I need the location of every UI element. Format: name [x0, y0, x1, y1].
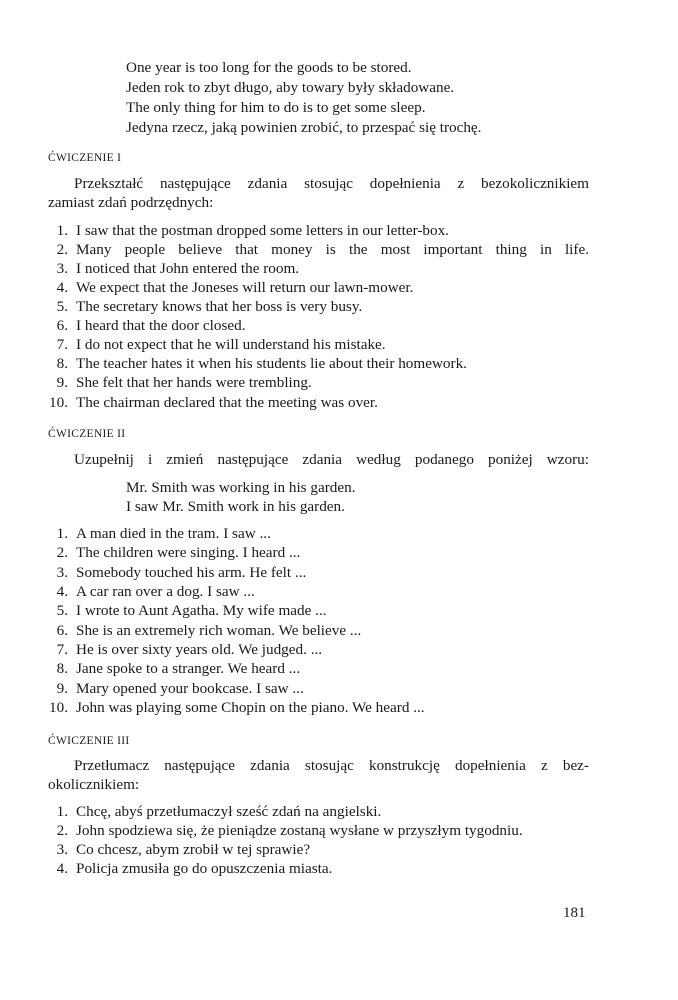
- exercise-1-heading: ĆWICZENIE I: [48, 152, 122, 164]
- list-item-number: 10.: [49, 394, 68, 411]
- list-item: A man died in the tram. I saw ...: [76, 525, 271, 542]
- list-item: Chcę, abyś przetłumaczył sześć zdań na angielski.: [76, 803, 382, 820]
- list-item: I wrote to Aunt Agatha. My wife made ...: [76, 602, 327, 619]
- list-item-number: 10.: [49, 699, 68, 716]
- list-item: She felt that her hands were trembling.: [76, 374, 312, 391]
- exercise-2-heading: ĆWICZENIE II: [48, 428, 126, 440]
- list-item-number: 3.: [56, 564, 68, 581]
- list-item: Jane spoke to a stranger. We heard ...: [76, 660, 301, 677]
- example-line-2: Jeden rok to zbyt długo, aby towary były składowane.: [126, 79, 455, 96]
- list-item-number: 3.: [56, 260, 68, 277]
- list-item: I do not expect that he will understand his mistake.: [76, 336, 386, 353]
- exercise-1-instruction-line-1: Przekształć następujące zdania stosując dopełnienia z bezokolicznikiem: [74, 175, 589, 192]
- example-line-1: One year is too long for the goods to be stored.: [126, 59, 412, 76]
- list-item-number: 6.: [56, 317, 68, 334]
- list-item-number: 5.: [56, 298, 68, 315]
- list-item-number: 7.: [56, 641, 68, 658]
- page-number: 181: [563, 905, 586, 921]
- list-item: Somebody touched his arm. He felt ...: [76, 564, 307, 581]
- model-sentence-2: I saw Mr. Smith work in his garden.: [126, 498, 345, 515]
- list-item: She is an extremely rich woman. We believe ...: [76, 622, 362, 639]
- list-item: The children were singing. I heard ...: [76, 544, 301, 561]
- list-item: The chairman declared that the meeting was over.: [76, 394, 378, 411]
- list-item: I saw that the postman dropped some letters in our letter-box.: [76, 222, 449, 239]
- list-item-number: 9.: [56, 374, 68, 391]
- exercise-2-instruction: Uzupełnij i zmień następujące zdania według podanego poniżej wzoru:: [74, 451, 589, 468]
- list-item: Policja zmusiła go do opuszczenia miasta.: [76, 860, 333, 877]
- list-item-number: 4.: [56, 583, 68, 600]
- exercise-3-heading: ĆWICZENIE III: [48, 735, 130, 747]
- list-item-number: 5.: [56, 602, 68, 619]
- list-item-number: 8.: [56, 660, 68, 677]
- example-line-3: The only thing for him to do is to get some sleep.: [126, 99, 426, 116]
- list-item: Many people believe that money is the most important thing in life.: [76, 241, 589, 258]
- exercise-3-instruction-line-2: okolicznikiem:: [48, 776, 140, 793]
- list-item: A car ran over a dog. I saw ...: [76, 583, 255, 600]
- list-item: I heard that the door closed.: [76, 317, 246, 334]
- list-item: He is over sixty years old. We judged. ...: [76, 641, 323, 658]
- list-item-number: 4.: [56, 279, 68, 296]
- list-item-number: 8.: [56, 355, 68, 372]
- list-item-number: 1.: [56, 803, 68, 820]
- model-sentence-1: Mr. Smith was working in his garden.: [126, 479, 356, 496]
- exercise-3-instruction-line-1: Przetłumacz następujące zdania stosując konstrukcję dopełnienia z bez-: [74, 757, 589, 774]
- list-item-number: 2.: [56, 544, 68, 561]
- list-item: Mary opened your bookcase. I saw ...: [76, 680, 304, 697]
- list-item: The secretary knows that her boss is very busy.: [76, 298, 363, 315]
- list-item-number: 6.: [56, 622, 68, 639]
- list-item-number: 2.: [56, 241, 68, 258]
- list-item-number: 4.: [56, 860, 68, 877]
- example-line-4: Jedyna rzecz, jaką powinien zrobić, to przespać się trochę.: [126, 119, 482, 136]
- list-item-number: 3.: [56, 841, 68, 858]
- list-item: Co chcesz, abym zrobił w tej sprawie?: [76, 841, 311, 858]
- list-item: John was playing some Chopin on the piano. We heard ...: [76, 699, 425, 716]
- list-item: I noticed that John entered the room.: [76, 260, 300, 277]
- list-item-number: 2.: [56, 822, 68, 839]
- exercise-1-instruction-line-2: zamiast zdań podrzędnych:: [48, 194, 214, 211]
- list-item-number: 9.: [56, 680, 68, 697]
- list-item: John spodziewa się, że pieniądze zostaną wysłane w przyszłym tygodniu.: [76, 822, 523, 839]
- list-item: The teacher hates it when his students lie about their homework.: [76, 355, 467, 372]
- list-item-number: 7.: [56, 336, 68, 353]
- list-item-number: 1.: [56, 222, 68, 239]
- list-item: We expect that the Joneses will return our lawn-mower.: [76, 279, 414, 296]
- list-item-number: 1.: [56, 525, 68, 542]
